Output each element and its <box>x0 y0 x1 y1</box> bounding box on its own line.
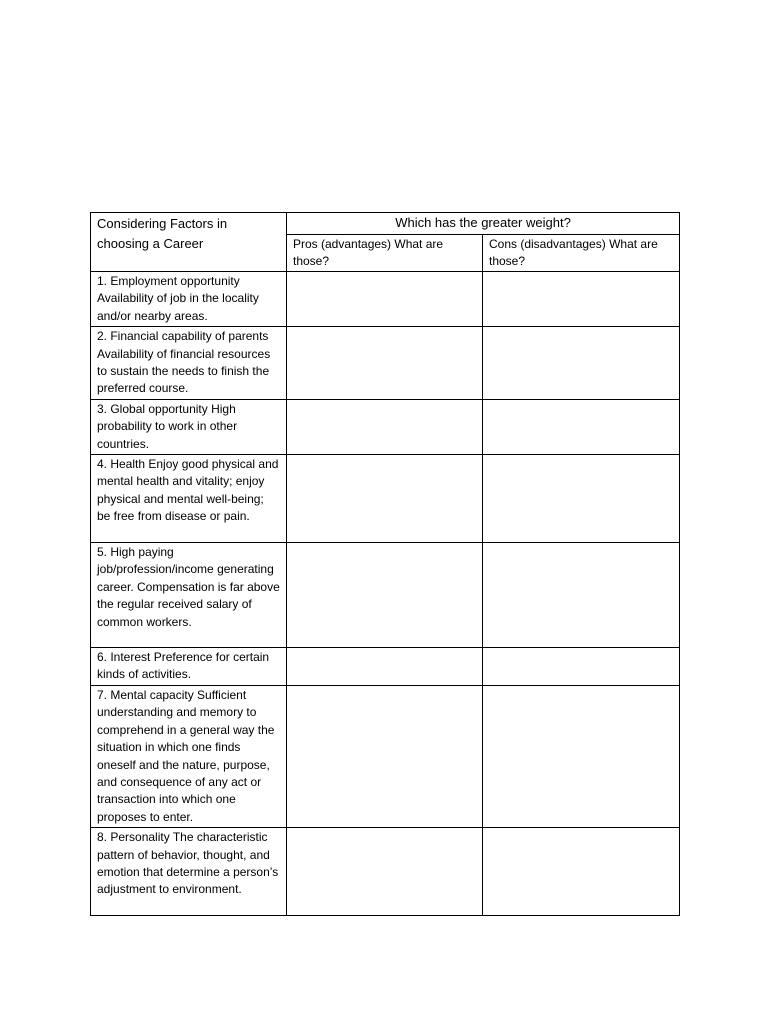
cons-cell[interactable] <box>483 455 680 543</box>
cons-cell[interactable] <box>483 399 680 454</box>
factor-cell: 4. Health Enjoy good physical and mental health and vitality; enjoy physical and mental well-being; be free from disease or pain. <box>91 455 287 543</box>
pros-column-header: Pros (advantages) What are those? <box>287 235 483 272</box>
factor-cell: 2. Financial capability of parents Availability of financial resources to sustain the needs to finish the preferred course. <box>91 327 287 400</box>
cons-cell[interactable] <box>483 543 680 648</box>
pros-cell[interactable] <box>287 828 483 916</box>
table-row <box>91 685 680 827</box>
cons-cell[interactable] <box>483 272 680 327</box>
table-row <box>91 648 680 686</box>
cons-cell[interactable] <box>483 828 680 916</box>
career-factors-table <box>90 212 680 916</box>
cons-cell[interactable] <box>483 685 680 827</box>
cons-column-header: Cons (disadvantages) What are those? <box>483 235 680 272</box>
factor-cell: 8. Personality The characteristic pattern of behavior, thought, and emotion that determine a person’s adjustment to environment. <box>91 828 287 916</box>
pros-cell[interactable] <box>287 455 483 543</box>
table-row <box>91 828 680 916</box>
factor-cell: 1. Employment opportunity Availability of job in the locality and/or nearby areas. <box>91 272 287 327</box>
pros-cell[interactable] <box>287 327 483 400</box>
cons-cell[interactable] <box>483 648 680 686</box>
pros-cell[interactable] <box>287 399 483 454</box>
pros-cell[interactable] <box>287 648 483 686</box>
pros-cell[interactable] <box>287 272 483 327</box>
factor-cell: 6. Interest Preference for certain kinds of activities. <box>91 648 287 686</box>
table-row <box>91 327 680 400</box>
pros-cell[interactable] <box>287 543 483 648</box>
weight-column-header: Which has the greater weight? <box>287 213 680 235</box>
factor-cell: 5. High paying job/profession/income generating career. Compensation is far above the regular received salary of common workers. <box>91 543 287 648</box>
table-row <box>91 272 680 327</box>
table-row <box>91 455 680 543</box>
table-row <box>91 543 680 648</box>
pros-cell[interactable] <box>287 685 483 827</box>
factor-column-header: Considering Factors in choosing a Career <box>91 213 287 272</box>
factor-cell: 3. Global opportunity High probability to work in other countries. <box>91 399 287 454</box>
factor-cell: 7. Mental capacity Sufficient understanding and memory to comprehend in a general way the situation in which one finds oneself and the nature, purpose, and consequence of any act or transaction into which one proposes to enter. <box>91 685 287 827</box>
table-row <box>91 399 680 454</box>
cons-cell[interactable] <box>483 327 680 400</box>
table-header-row <box>91 213 680 235</box>
